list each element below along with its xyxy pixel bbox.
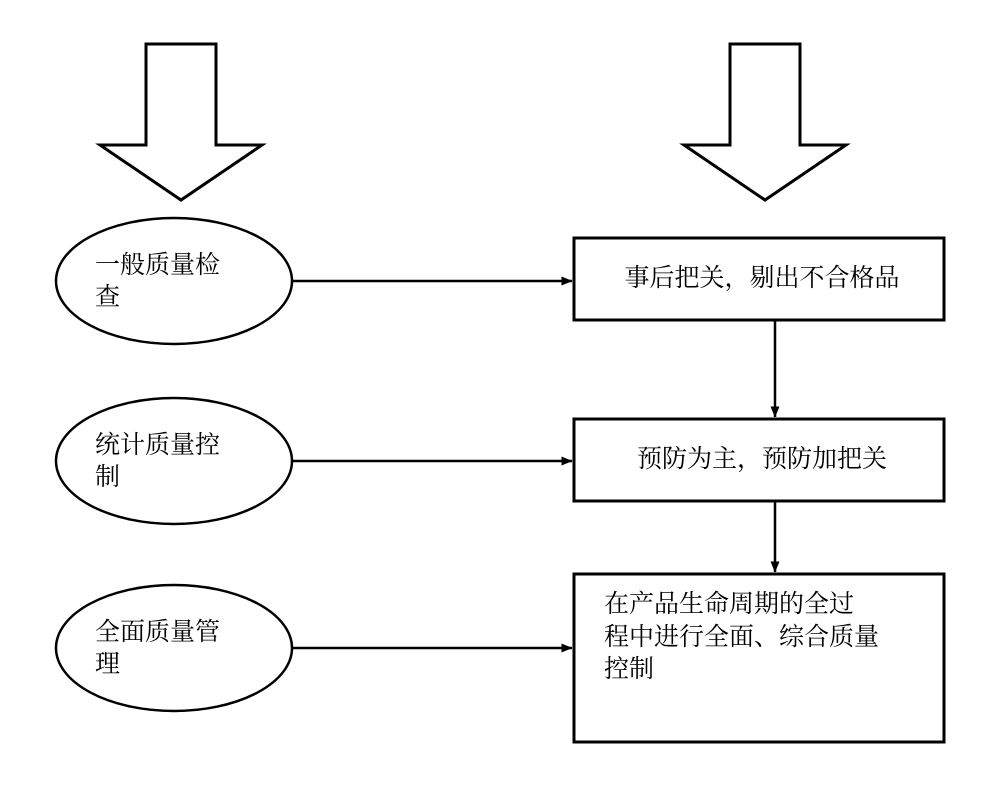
stage-1-box [574,238,944,320]
stage-2-box [574,419,944,501]
stage-1-ellipse-label: 一般质量检 查 [95,251,221,311]
stage-2-ellipse-label: 统计质量控 制 [95,431,221,491]
stage-3-ellipse [56,585,292,711]
stage-3-ellipse-label: 全面质量管 理 [95,618,221,678]
stage-2-ellipse [56,398,292,524]
big-down-arrow-right-icon [684,44,846,200]
big-down-arrow-left-icon [100,44,262,200]
stage-1-box-label: 事后把关，剔出不合格品 [624,264,900,292]
stage-1-ellipse [56,218,292,344]
stage-2-box-label: 预防为主，预防加把关 [636,445,887,473]
stage-3-box [574,574,944,742]
stage-3-box-label: 在产品生命周期的全过 程中进行全面、综合质量 控制 [604,591,880,683]
